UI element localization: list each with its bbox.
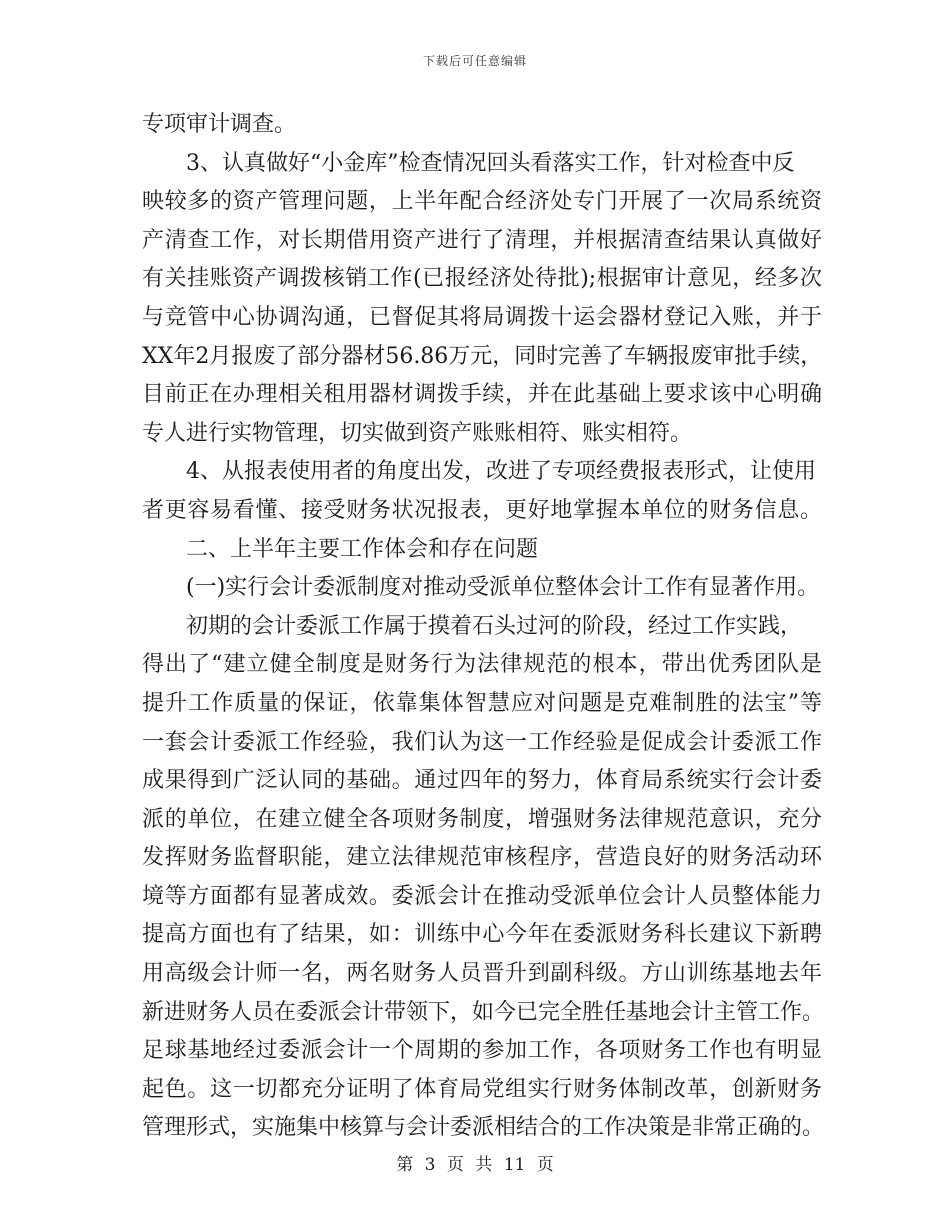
text-line: 起色。这一切都充分证明了体育局党组实行财务体制改革，创新财务 — [142, 1076, 822, 1102]
text-line: 派的单位，在建立健全各项财务制度，增强财务法律规范意识，充分 — [142, 806, 822, 832]
text-line: 有关挂账资产调拨核销工作(已报经济处待批);根据审计意见，经多次 — [142, 266, 822, 292]
text-line: 专人进行实物管理，切实做到资产账账相符、账实相符。 — [142, 420, 693, 446]
text-line: 与竞管中心协调沟通，已督促其将局调拨十运会器材登记入账，并于 — [142, 304, 822, 330]
page-footer: 第 3 页 共 11 页 — [396, 1155, 554, 1175]
text-line: 发挥财务监督职能，建立法律规范审核程序，营造良好的财务活动环 — [142, 845, 822, 871]
text-line: 管理形式，实施集中核算与会计委派相结合的工作决策是非常正确的。 — [142, 1115, 825, 1141]
text-line: 映较多的资产管理问题，上半年配合经济处专门开展了一次局系统资 — [142, 189, 822, 215]
text-line: 境等方面都有显著成效。委派会计在推动受派单位会计人员整体能力 — [142, 883, 822, 909]
text-line: 足球基地经过委派会计一个周期的参加工作，各项财务工作也有明显 — [142, 1038, 822, 1064]
page-header: 下载后可任意编辑 — [422, 54, 527, 68]
text-line: 目前正在办理相关租用器材调拨手续，并在此基础上要求该中心明确 — [142, 382, 822, 408]
text-line: 新进财务人员在委派会计带领下，如今已完全胜任基地会计主管工作。 — [142, 999, 825, 1025]
text-line: 专项审计调查。 — [142, 112, 297, 137]
text-line: 者更容易看懂、接受财务状况报表，更好地掌握本单位的财务信息。 — [142, 497, 822, 523]
text-line: XX年2月报废了部分器材56.86万元，同时完善了车辆报废审批手续， — [142, 343, 823, 369]
text-line: 二、上半年主要工作体会和存在问题 — [186, 536, 539, 562]
text-line: 得出了“建立健全制度是财务行为法律规范的根本，带出优秀团队是 — [142, 652, 822, 678]
text-line: 3、认真做好“小金库”检查情况回头看落实工作，针对检查中反 — [186, 150, 795, 176]
text-line: 用高级会计师一名，两名财务人员晋升到副科级。方山训练基地去年 — [142, 961, 822, 987]
text-line: 成果得到广泛认同的基础。通过四年的努力，体育局系统实行会计委 — [142, 768, 822, 794]
text-line: 产清查工作，对长期借用资产进行了清理，并根据清查结果认真做好 — [142, 227, 822, 253]
text-line: 提升工作质量的保证，依靠集体智慧应对问题是克难制胜的法宝”等 — [142, 690, 822, 716]
text-line: 4、从报表使用者的角度出发，改进了专项经费报表形式，让使用 — [186, 459, 816, 485]
text-line: 提高方面也有了结果，如：训练中心今年在委派财务科长建议下新聘 — [142, 922, 822, 948]
text-line: (一)实行会计委派制度对推动受派单位整体会计工作有显著作用。 — [186, 575, 820, 601]
body-text — [142, 106, 825, 1148]
text-line: 一套会计委派工作经验，我们认为这一工作经验是促成会计委派工作 — [142, 729, 822, 755]
text-line: 初期的会计委派工作属于摸着石头过河的阶段，经过工作实践， — [186, 613, 803, 639]
